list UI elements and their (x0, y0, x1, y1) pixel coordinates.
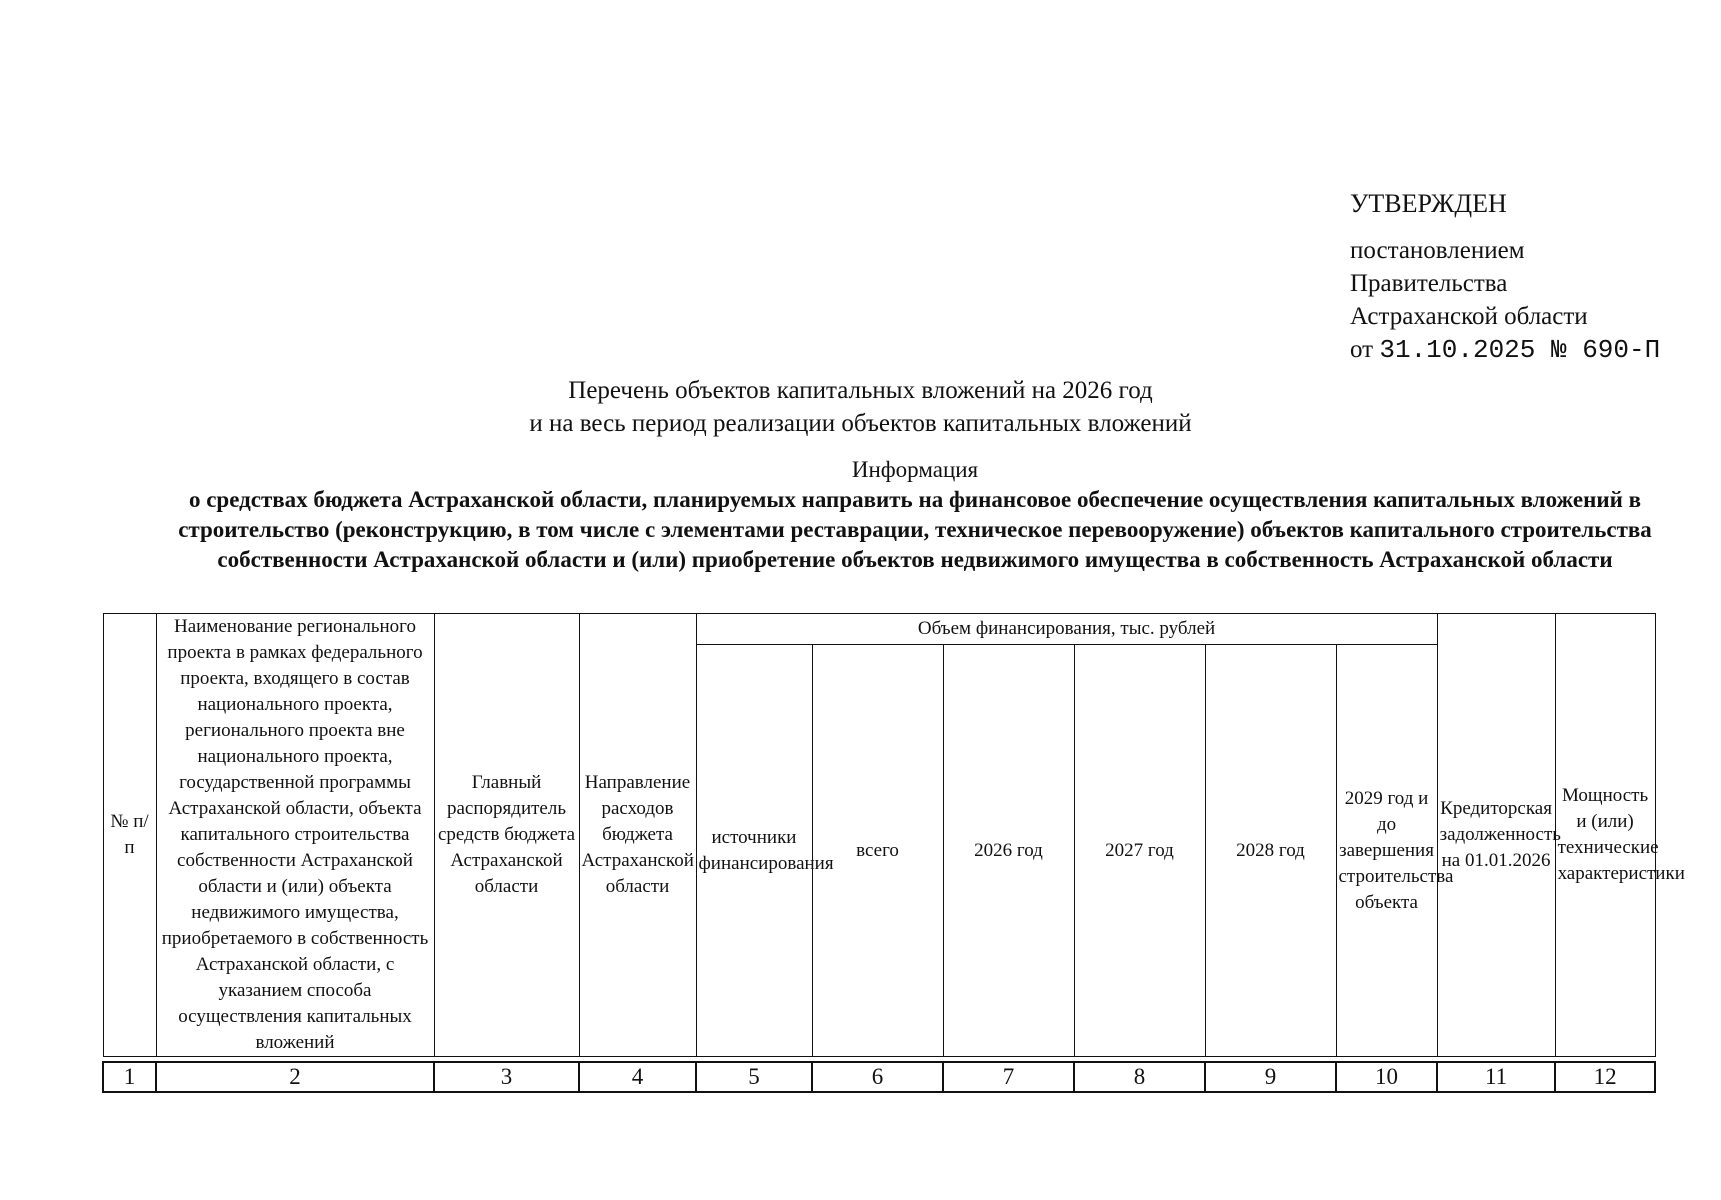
column-number: 11 (1437, 1062, 1555, 1092)
header-col-5: источники финансирования (696, 645, 812, 1057)
info-block (175, 455, 1655, 575)
info-text: о средствах бюджета Астраханской области, планируемых направить на финансовое обеспечение осуществления капитальных вложений в строительство (реконструкцию, в том числе с элементами реставрации, техническое перевооружение) объектов капитального строительства собственности Астраханской области и (или) приобретение объектов недвижимого имущества в собственность Астраханской области (178, 487, 1652, 572)
title-line-2: и на весь период реализации объектов капитальных вложений (529, 410, 1192, 437)
header-col-8: 2027 год (1074, 645, 1205, 1057)
header-col-7: 2026 год (943, 645, 1074, 1057)
approval-line-2: Правительства (1350, 270, 1508, 297)
approval-heading: УТВЕРЖДЕН (1350, 189, 1507, 218)
column-number: 8 (1074, 1062, 1205, 1092)
header-col-12: Мощность и (или) технические характеристики (1555, 614, 1655, 1057)
column-number: 10 (1336, 1062, 1437, 1092)
column-number: 4 (579, 1062, 696, 1092)
header-col-2: Наименование регионального проекта в рамках федерального проекта, входящего в состав национального проекта, регионального проекта вне национального проекта, государственной программы Астраханской области, объекта капитального строительства собственности Астраханской области и (или) объекта недвижимого имущества, приобретаемого в собственность Астраханской области, с указанием способа осуществления капитальных вложений (156, 614, 434, 1057)
header-col-4: Направление расходов бюджета Астраханской области (579, 614, 696, 1057)
capital-investments-table (102, 613, 1685, 1093)
column-number: 5 (696, 1062, 812, 1092)
header-financing-group: Объем финансирования, тыс. рублей (696, 614, 1437, 645)
header-col-10: 2029 год и до завершения строительства объекта (1336, 645, 1437, 1057)
column-number-row (103, 1062, 1655, 1092)
header-col-6: всего (812, 645, 943, 1057)
header-col-3: Главный распорядитель средств бюджета Астраханской области (434, 614, 579, 1057)
approval-stamp (1350, 187, 1660, 366)
info-heading: Информация (851, 457, 979, 482)
column-number: 1 (103, 1062, 156, 1092)
column-number: 2 (156, 1062, 434, 1092)
header-col-11: Кредиторская задолженность на 01.01.2026 (1437, 614, 1555, 1057)
header-col-1: № п/п (103, 614, 156, 1057)
column-number: 12 (1555, 1062, 1655, 1092)
approval-date-prefix: от (1350, 336, 1374, 363)
column-number: 7 (943, 1062, 1074, 1092)
column-number: 3 (434, 1062, 579, 1092)
approval-date-line (1350, 333, 1660, 366)
header-col-9: 2028 год (1205, 645, 1336, 1057)
approval-line-3: Астраханской области (1350, 303, 1588, 330)
column-number: 6 (812, 1062, 943, 1092)
column-number: 9 (1205, 1062, 1336, 1092)
title-line-1: Перечень объектов капитальных вложений на 2026 год (568, 377, 1153, 404)
approval-date-value: 31.10.2025 № 690-П (1379, 335, 1661, 365)
approval-line-1: постановлением (1350, 237, 1525, 264)
document-title (0, 374, 1721, 440)
